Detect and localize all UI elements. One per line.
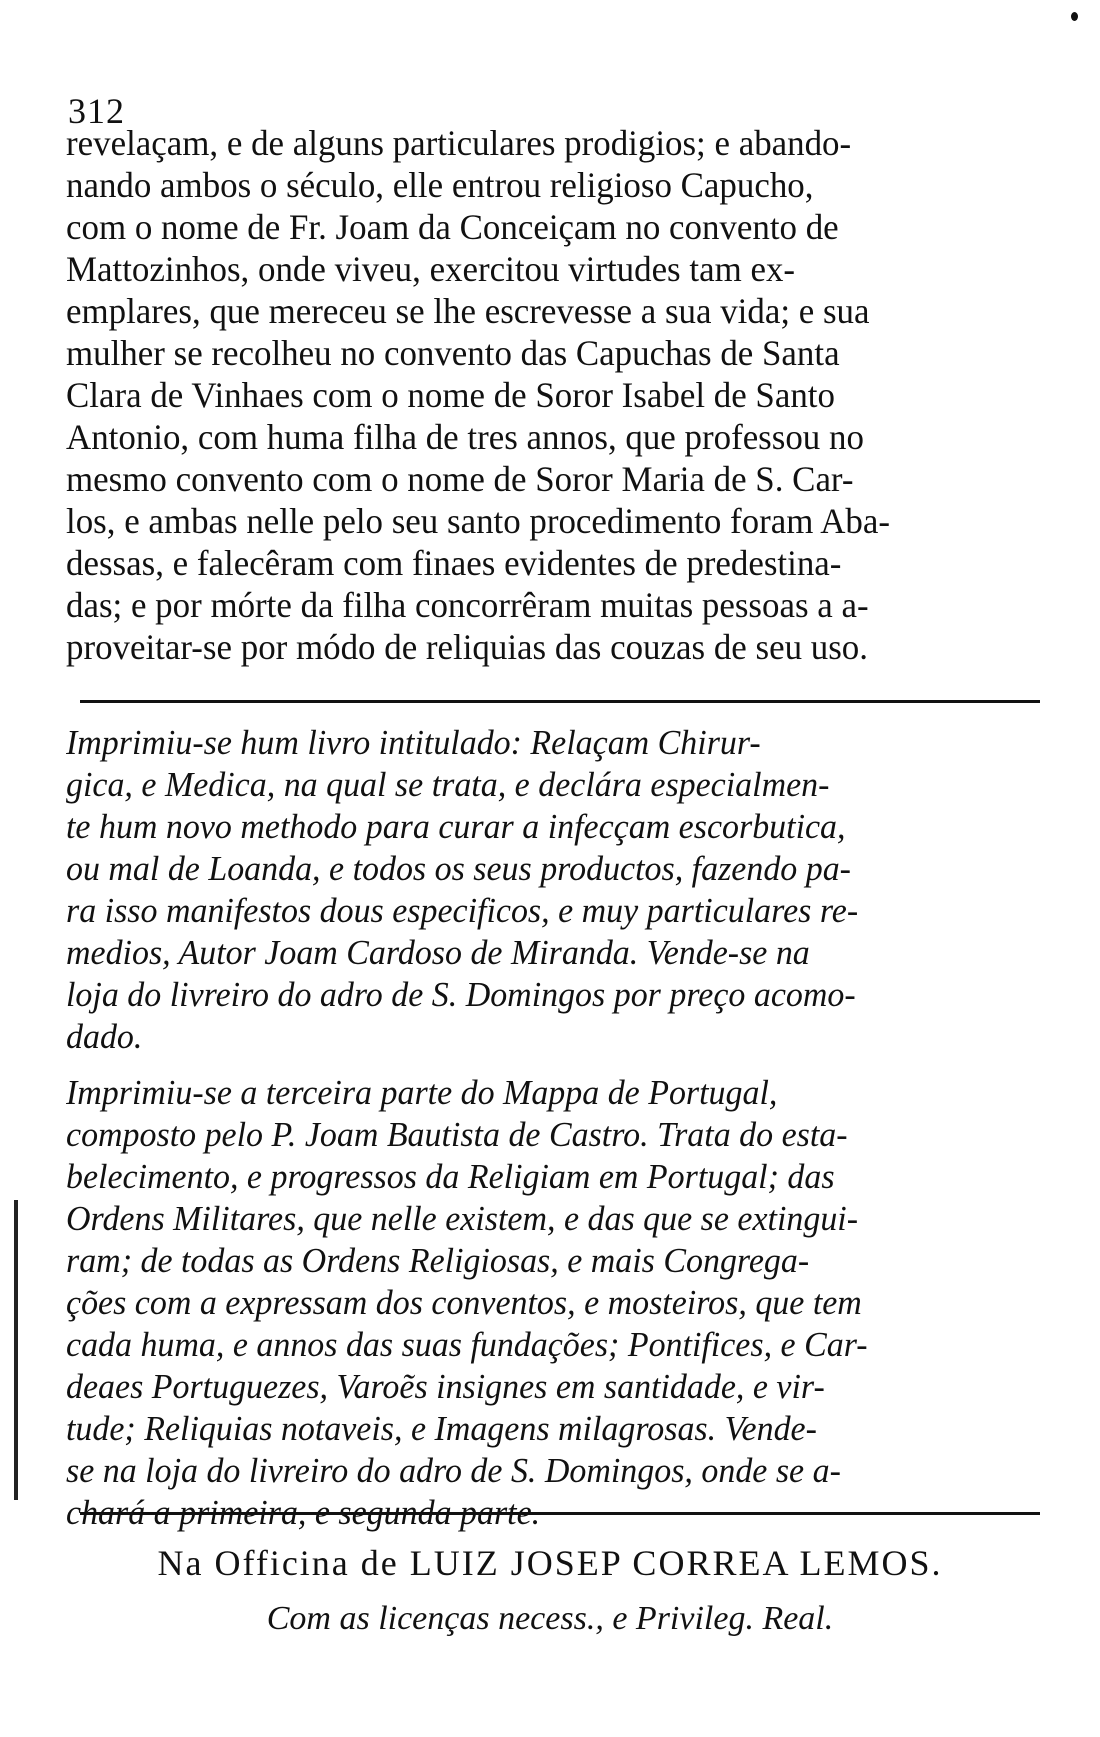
text-line: gica, e Medica, na qual se trata, e declára especialmen-: [66, 765, 830, 804]
printer-imprint: Na Officina de LUIZ JOSEP CORREA LEMOS.: [157, 1543, 943, 1583]
text-line: ra isso manifestos dous especificos, e muy particulares re-: [66, 891, 859, 930]
text-line: Antonio, com huma filha de tres annos, que professou no: [66, 417, 864, 457]
text-line: ram; de todas as Ordens Religiosas, e mais Congrega-: [66, 1241, 810, 1280]
text-line: se na loja do livreiro do adro de S. Domingos, onde se a-: [66, 1451, 841, 1490]
page-number: 312: [68, 91, 125, 131]
text-line: Imprimiu-se a terceira parte do Mappa de Portugal,: [66, 1073, 778, 1112]
text-line: te hum novo methodo para curar a infecçam escorbutica,: [66, 807, 846, 846]
text-line: mulher se recolheu no convento das Capuchas de Santa: [66, 333, 840, 373]
text-line: com o nome de Fr. Joam da Conceiçam no convento de: [66, 207, 839, 247]
text-line: Ordens Militares, que nelle existem, e das que se extingui-: [66, 1199, 859, 1238]
text-line: emplares, que mereceu se lhe escrevesse a sua vida; e sua: [66, 291, 870, 331]
section-divider: [80, 1512, 1040, 1515]
ink-speck: [1071, 12, 1078, 21]
text-line: loja do livreiro do adro de S. Domingos por preço acomo-: [66, 975, 856, 1014]
text-line: los, e ambas nelle pelo seu santo procedimento foram Aba-: [66, 501, 890, 541]
text-line: Mattozinhos, onde viveu, exercitou virtudes tam ex-: [66, 249, 796, 289]
text-line: tude; Reliquias notaveis, e Imagens milagrosas. Vende-: [66, 1409, 817, 1448]
text-line: Clara de Vinhaes com o nome de Soror Isabel de Santo: [66, 375, 835, 415]
text-line: belecimento, e progressos da Religiam em Portugal; das: [66, 1157, 835, 1196]
text-line: dado.: [66, 1017, 143, 1056]
section-divider: [80, 700, 1040, 703]
text-line: ções com a expressam dos conventos, e mosteiros, que tem: [66, 1283, 862, 1322]
text-line: cada huma, e annos das suas fundações; Pontifices, e Car-: [66, 1325, 868, 1364]
text-line: proveitar-se por módo de reliquias das couzas de seu uso.: [66, 627, 868, 667]
margin-rule: [14, 1200, 18, 1500]
text-line: Imprimiu-se hum livro intitulado: Relaçam Chirur-: [66, 723, 761, 762]
text-line: revelaçam, e de alguns particulares prodigios; e abando-: [66, 123, 852, 163]
text-line: deaes Portuguezes, Varoẽs insignes em santidade, e vir-: [66, 1367, 825, 1406]
text-line: composto pelo P. Joam Bautista de Castro. Trata do esta-: [66, 1115, 848, 1154]
text-line: mesmo convento com o nome de Soror Maria de S. Car-: [66, 459, 854, 499]
notice-relacam-chirurgica: [66, 722, 1056, 1058]
body-paragraph: [66, 122, 1056, 668]
text-line: nando ambos o século, elle entrou religioso Capucho,: [66, 165, 814, 205]
text-line: ou mal de Loanda, e todos os seus productos, fazendo pa-: [66, 849, 851, 888]
text-line: dessas, e falecêram com finaes evidentes de predestina-: [66, 543, 842, 583]
text-line: medios, Autor Joam Cardoso de Miranda. Vende-se na: [66, 933, 810, 972]
text-line: das; e por mórte da filha concorrêram muitas pessoas a a-: [66, 585, 869, 625]
license-line: Com as licenças necess., e Privileg. Real.: [266, 1600, 834, 1637]
notice-mappa-de-portugal: [66, 1072, 1056, 1534]
text-line: chará a primeira, e segunda parte.: [66, 1493, 541, 1532]
